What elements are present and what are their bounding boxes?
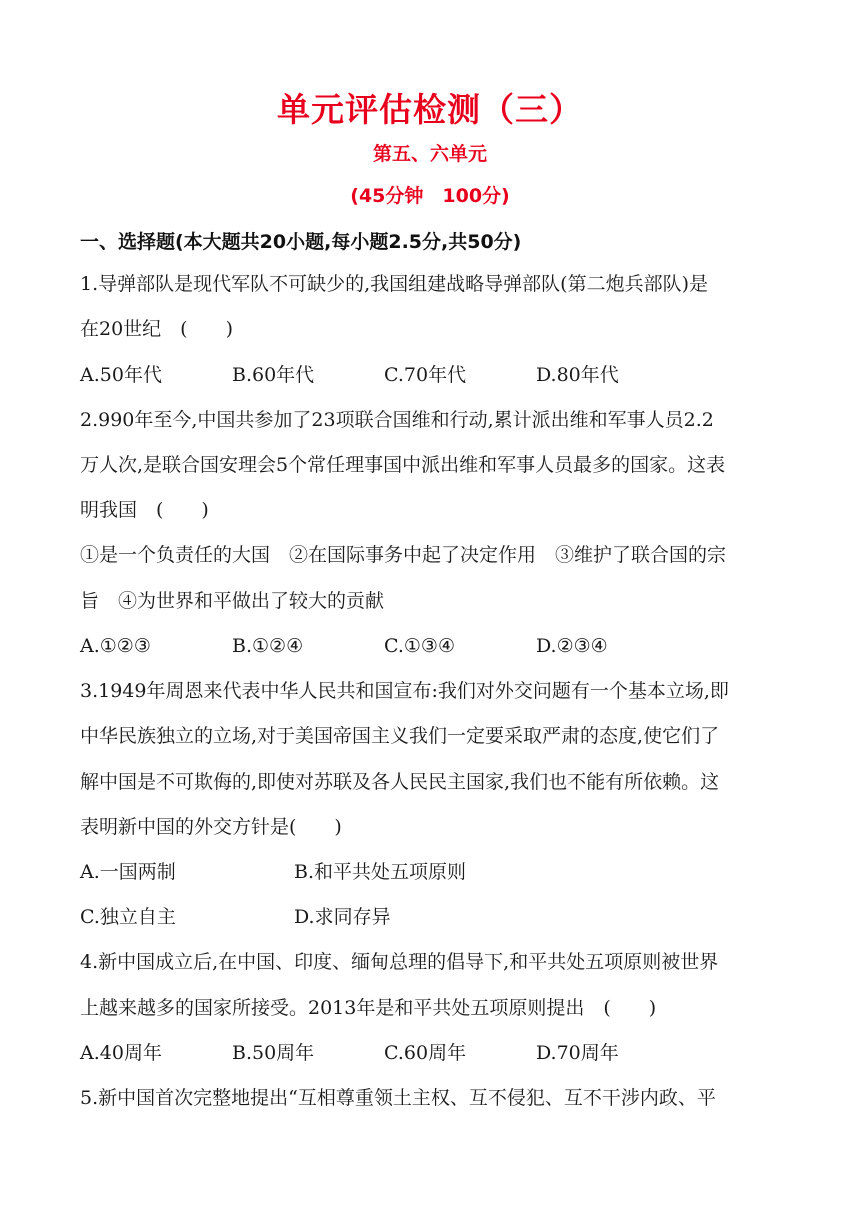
question-3-option-c[interactable]: C.独立自主 bbox=[80, 906, 176, 928]
question-2-option-c[interactable]: C.①③④ bbox=[384, 635, 455, 657]
question-3-option-b[interactable]: B.和平共处五项原则 bbox=[294, 861, 467, 883]
question-2-line-2: 万人次,是联合国安理会5个常任理事国中派出维和军事人员最多的国家。这表 bbox=[80, 454, 726, 476]
time-and-score: (45分钟 100分) bbox=[350, 185, 510, 207]
question-3-line-1: 3.1949年周恩来代表中华人民共和国宣布:我们对外交问题有一个基本立场,即 bbox=[80, 680, 729, 702]
question-3-option-d[interactable]: D.求同存异 bbox=[294, 906, 391, 928]
question-3-line-3: 解中国是不可欺侮的,即使对苏联及各人民民主国家,我们也不能有所依赖。这 bbox=[80, 771, 720, 793]
question-4-option-b[interactable]: B.50周年 bbox=[232, 1042, 315, 1064]
question-1-line-1: 1.导弹部队是现代军队不可缺少的,我国组建战略导弹部队(第二炮兵部队)是 bbox=[80, 273, 708, 295]
question-4-option-c[interactable]: C.60周年 bbox=[384, 1042, 467, 1064]
question-5-line-1: 5.新中国首次完整地提出“互相尊重领土主权、互不侵犯、互不干涉内政、平 bbox=[80, 1087, 716, 1109]
section-heading: 一、选择题(本大题共20小题,每小题2.5分,共50分) bbox=[80, 231, 522, 253]
question-3-line-4: 表明新中国的外交方针是( ) bbox=[80, 816, 342, 838]
question-3-line-2: 中华民族独立的立场,对于美国帝国主义我们一定要采取严肃的态度,使它们了 bbox=[80, 725, 720, 747]
question-4-line-1: 4.新中国成立后,在中国、印度、缅甸总理的倡导下,和平共处五项原则被世界 bbox=[80, 951, 719, 973]
question-1-option-b[interactable]: B.60年代 bbox=[232, 364, 315, 386]
question-1-line-2: 在20世纪 ( ) bbox=[80, 318, 234, 340]
question-2-line-3: 明我国 ( ) bbox=[80, 499, 209, 521]
question-4-line-2: 上越来越多的国家所接受。2013年是和平共处五项原则提出 ( ) bbox=[80, 997, 657, 1019]
question-1-option-d[interactable]: D.80年代 bbox=[536, 364, 619, 386]
question-2-option-b[interactable]: B.①②④ bbox=[232, 635, 304, 657]
page-title: 单元评估检测（三） bbox=[277, 90, 583, 129]
question-2-option-a[interactable]: A.①②③ bbox=[80, 635, 151, 657]
unit-subtitle: 第五、六单元 bbox=[372, 143, 487, 165]
question-4-option-d[interactable]: D.70周年 bbox=[536, 1042, 619, 1064]
question-2-line-1: 2.990年至今,中国共参加了23项联合国维和行动,累计派出维和军事人员2.2 bbox=[80, 409, 714, 431]
question-2-line-4: ①是一个负责任的大国 ②在国际事务中起了决定作用 ③维护了联合国的宗 bbox=[80, 544, 727, 566]
question-2-line-5: 旨 ④为世界和平做出了较大的贡献 bbox=[80, 590, 385, 612]
question-2-option-d[interactable]: D.②③④ bbox=[536, 635, 608, 657]
question-4-option-a[interactable]: A.40周年 bbox=[80, 1042, 162, 1064]
question-3-option-a[interactable]: A.一国两制 bbox=[80, 861, 176, 883]
question-1-option-a[interactable]: A.50年代 bbox=[80, 364, 162, 386]
question-1-option-c[interactable]: C.70年代 bbox=[384, 364, 467, 386]
